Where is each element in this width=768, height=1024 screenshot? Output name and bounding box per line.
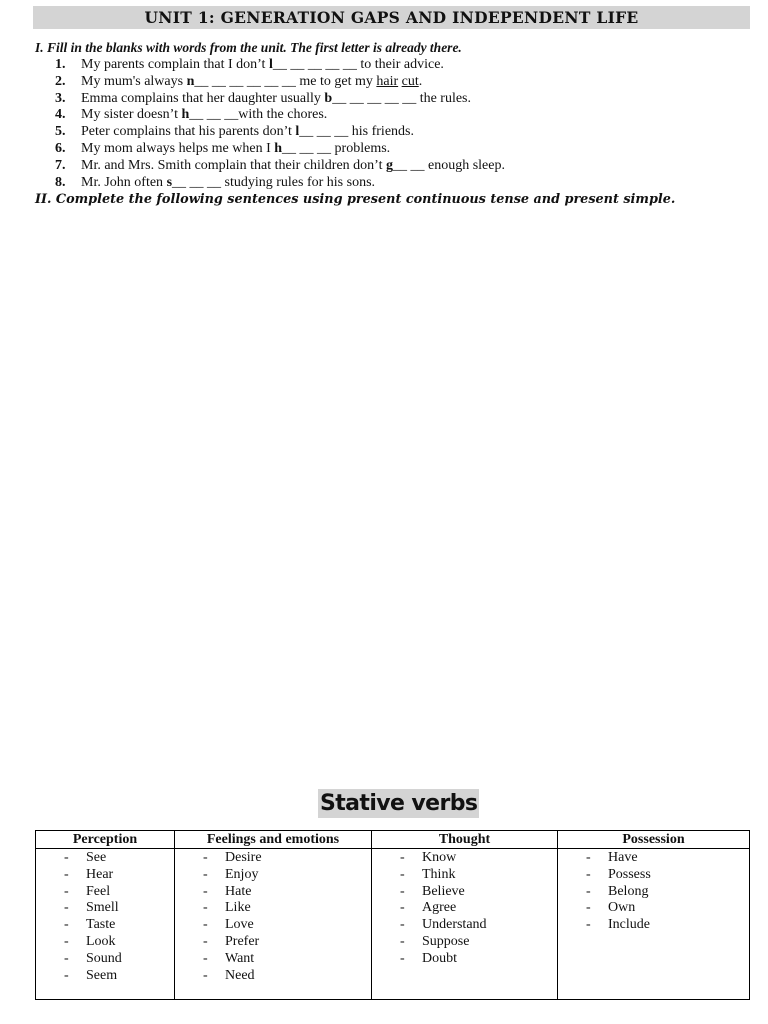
verb-text: Think (422, 866, 456, 882)
item-text-before: Mr. and Mrs. Smith complain that their children don’t (81, 157, 386, 173)
dash-marker: - (64, 883, 69, 899)
item-text-before: My parents complain that I don’t (81, 57, 269, 72)
verb-text: Have (608, 850, 638, 865)
item-number: 6. (55, 140, 66, 156)
dash-marker: - (203, 850, 208, 865)
section-2-heading: II. Complete the following sentences using present continuous tense and present simple. (35, 192, 676, 207)
verb-text: Agree (422, 900, 457, 916)
verb-item (400, 850, 557, 867)
verb-text: Want (225, 950, 255, 966)
dash-marker: - (400, 850, 405, 865)
verb-item (400, 951, 557, 968)
dash-marker: - (203, 933, 208, 949)
exercise-item-7 (55, 158, 505, 175)
verb-text: Understand (422, 917, 487, 933)
item-text-after: the rules. (416, 90, 472, 106)
feelings-cell (175, 849, 372, 1000)
item-number: 2. (55, 73, 66, 89)
feelings-verb-list (175, 850, 371, 984)
item-text-before: Peter complains that his parents don’t (81, 124, 296, 140)
column-header-possession: Possession (558, 831, 750, 849)
item-text-before: My sister doesn’t (81, 107, 182, 123)
dash-marker: - (400, 866, 405, 882)
item-text-after: enough sleep. (424, 157, 505, 173)
item-text-after: his friends. (348, 124, 414, 140)
stative-verbs-title: Stative verbs (320, 791, 478, 816)
hint-letter: h (181, 107, 190, 123)
verb-text: Include (608, 917, 650, 933)
dash-marker: - (64, 900, 69, 916)
dash-marker: - (64, 950, 69, 966)
hint-letter: n (186, 73, 195, 89)
blank-line: __ __ __ (282, 140, 332, 156)
exercise-item-3 (55, 91, 505, 108)
column-header-thought: Thought (372, 831, 558, 849)
blank-line: __ __ __ (299, 124, 349, 140)
verb-item (64, 884, 174, 901)
verb-item (586, 867, 749, 884)
verb-item (64, 968, 174, 985)
dash-marker: - (586, 917, 591, 933)
verb-text: See (86, 850, 107, 865)
verb-text: Seem (86, 967, 118, 983)
dash-marker: - (64, 917, 69, 933)
dash-marker: - (203, 883, 208, 899)
verb-item (203, 968, 371, 985)
verb-item (400, 884, 557, 901)
dash-marker: - (203, 917, 208, 933)
verb-item (64, 934, 174, 951)
column-header-perception: Perception (36, 831, 175, 849)
item-number: 5. (55, 124, 66, 140)
verb-item (203, 934, 371, 951)
table-header-row (36, 831, 750, 849)
underlined-word: cut (401, 73, 419, 89)
hint-letter: h (274, 140, 283, 156)
verb-item (400, 934, 557, 951)
item-text-after: with the chores. (238, 107, 328, 123)
underlined-word: hair (376, 73, 399, 89)
column-header-feelings: Feelings and emotions (175, 831, 372, 849)
verb-item (203, 867, 371, 884)
perception-verb-list (36, 850, 174, 984)
exercise-item-8 (55, 175, 505, 192)
dash-marker: - (64, 850, 69, 865)
verb-text: Sound (86, 950, 122, 966)
unit-title: UNIT 1: GENERATION GAPS AND INDEPENDENT LIFE (33, 6, 750, 29)
dash-marker: - (64, 967, 69, 983)
verb-text: Believe (422, 883, 465, 899)
verb-text: Belong (608, 883, 649, 899)
dash-marker: - (400, 950, 405, 966)
dash-marker: - (64, 933, 69, 949)
item-text-after: me to get my (295, 73, 377, 89)
verb-text: Own (608, 900, 636, 916)
dash-marker: - (400, 917, 405, 933)
verb-text: Enjoy (225, 866, 259, 882)
dash-marker: - (586, 883, 591, 899)
exercise-item-2 (55, 74, 505, 91)
item-text-before: My mum's always (81, 73, 187, 89)
item-number: 4. (55, 107, 66, 123)
verb-item (64, 951, 174, 968)
hint-letter: g (385, 157, 393, 173)
item-number: 7. (55, 157, 66, 173)
item-text-before: Mr. John often (81, 174, 167, 190)
dash-marker: - (400, 900, 405, 916)
verb-text: Look (86, 933, 116, 949)
verb-item (586, 850, 749, 867)
verb-text: Need (225, 967, 255, 983)
dash-marker: - (400, 883, 405, 899)
dash-marker: - (203, 866, 208, 882)
section-1-heading: I. Fill in the blanks with words from the unit. The first letter is already there. (35, 40, 462, 55)
verb-item (400, 867, 557, 884)
hint-letter: l (295, 124, 300, 140)
item-number: 3. (55, 90, 66, 106)
verb-item (203, 917, 371, 934)
item-text-before: Emma complains that her daughter usually (81, 90, 325, 106)
verb-item (203, 884, 371, 901)
verb-text: Hear (86, 866, 114, 882)
verb-text: Like (225, 900, 251, 916)
fill-blanks-list (55, 57, 505, 191)
possession-cell (558, 849, 750, 1000)
verb-item (586, 900, 749, 917)
verb-text: Hate (225, 883, 252, 899)
exercise-item-6 (55, 141, 505, 158)
dash-marker: - (64, 866, 69, 882)
blank-line: __ __ __ __ __ __ (194, 73, 296, 89)
thought-verb-list (372, 850, 557, 968)
item-text-after: to their advice. (356, 57, 444, 72)
verb-item (586, 917, 749, 934)
verb-text: Possess (608, 866, 651, 882)
blank-line: __ __ (392, 157, 425, 173)
verb-item (203, 850, 371, 867)
dash-marker: - (203, 967, 208, 983)
exercise-item-1 (55, 57, 505, 74)
verb-item (64, 917, 174, 934)
verb-text: Taste (86, 917, 116, 933)
verb-text: Feel (86, 883, 111, 899)
blank-line: __ __ __ __ __ (332, 90, 417, 106)
item-text-end: . (418, 73, 423, 89)
perception-cell (36, 849, 175, 1000)
stative-verbs-table (35, 830, 750, 1000)
dash-marker: - (586, 866, 591, 882)
verb-text: Prefer (225, 933, 260, 949)
dash-marker: - (586, 850, 591, 865)
verb-item (586, 884, 749, 901)
dash-marker: - (203, 900, 208, 916)
verb-item (203, 951, 371, 968)
dash-marker: - (203, 950, 208, 966)
verb-item (400, 917, 557, 934)
verb-text: Love (225, 917, 254, 933)
verb-text: Desire (225, 850, 262, 865)
verb-text: Suppose (422, 933, 470, 949)
item-number: 1. (55, 57, 66, 72)
blank-line: __ __ __ (172, 174, 222, 190)
hint-letter: b (324, 90, 333, 106)
item-text-before: My mom always helps me when I (81, 140, 275, 156)
item-number: 8. (55, 174, 66, 190)
possession-verb-list (558, 850, 749, 934)
verb-item (64, 850, 174, 867)
dash-marker: - (586, 900, 591, 916)
dash-marker: - (400, 933, 405, 949)
blank-line: __ __ __ (189, 107, 239, 123)
verb-item (400, 900, 557, 917)
verb-text: Doubt (422, 950, 457, 966)
thought-cell (372, 849, 558, 1000)
table-body-row (36, 849, 750, 1000)
exercise-item-4 (55, 107, 505, 124)
exercise-item-5 (55, 124, 505, 141)
verb-text: Smell (86, 900, 119, 916)
verb-text: Know (422, 850, 457, 865)
item-text-after: studying rules for his sons. (221, 174, 376, 190)
verb-item (64, 900, 174, 917)
blank-line: __ __ __ __ __ (272, 57, 357, 72)
item-text-after: problems. (331, 140, 391, 156)
verb-item (203, 900, 371, 917)
verb-item (64, 867, 174, 884)
hint-letter: l (268, 57, 273, 72)
hint-letter: s (166, 174, 173, 190)
